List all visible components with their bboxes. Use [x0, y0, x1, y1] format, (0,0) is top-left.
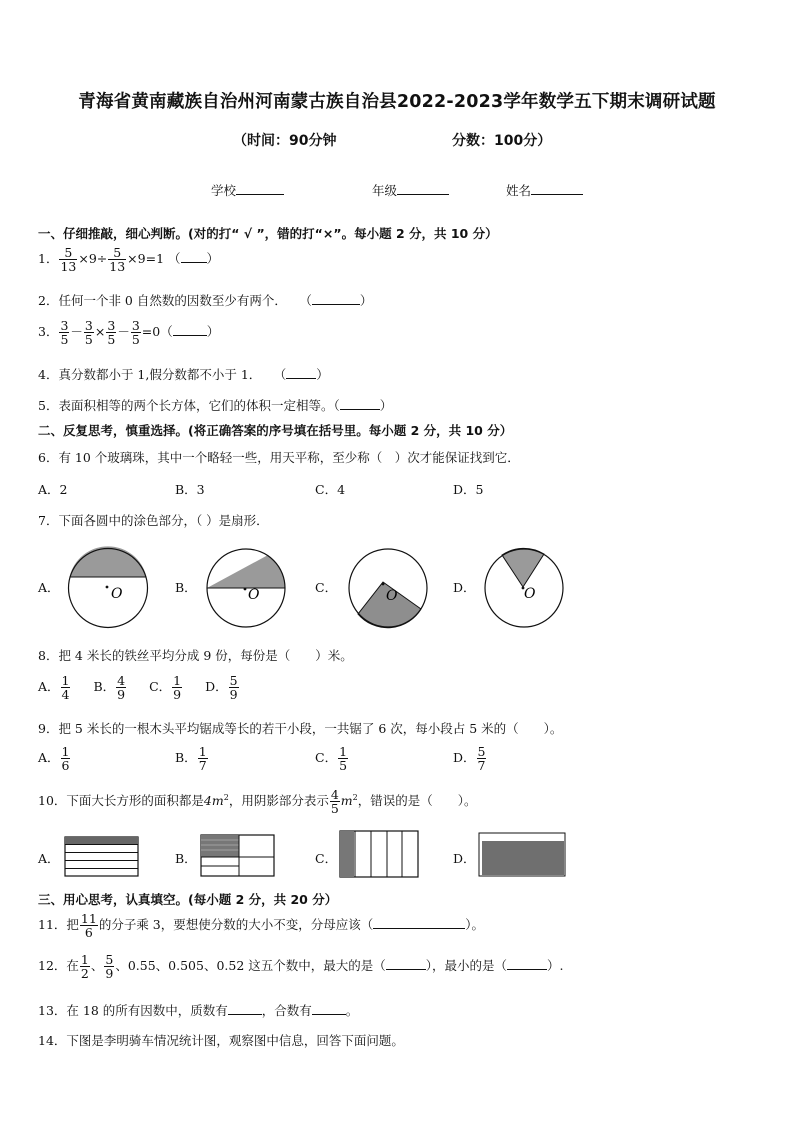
answer-blank-4[interactable] — [286, 367, 316, 379]
q9-option-a[interactable]: A． $\frac{1}{6}$ — [38, 744, 70, 774]
q8-options — [38, 674, 240, 701]
question-12: 12．在 $\frac{1}{2}$ 、 $\frac{5}{9}$ 、0.55、0.505、0.52 这五个数中，最大的是（ ），最小的是（ ）. — [38, 952, 564, 982]
q6-option-d[interactable]: D．5 — [453, 482, 484, 497]
question-6: 6．有 10 个玻璃珠，其中一个略轻一些，用天平称，至少称（ ）次才能保证找到它． — [38, 450, 520, 465]
center-label-a: O — [111, 586, 123, 602]
question-13: 13．在 18 的所有因数中，质数有 ，合数有 。 — [38, 1003, 359, 1018]
page-title: 青海省黄南藏族自治州河南蒙古族自治县2022-2023学年数学五下期末调研试题 — [78, 92, 716, 112]
question-4: 4．真分数都小于 1,假分数都不小于 1． （ ） — [38, 367, 329, 382]
q9-option-b[interactable]: B． $\frac{1}{7}$ — [175, 744, 207, 774]
q6-option-b[interactable]: B．3 — [175, 482, 205, 497]
answer-blank-12b[interactable] — [507, 958, 547, 970]
answer-blank-1[interactable] — [181, 251, 207, 263]
question-11: 11．把 $\frac{11}{6}$ 的分子乘 3，要想使分数的大小不变，分母应该（ ）。 — [38, 911, 485, 941]
question-1: 1． $\frac{5}{13}$ ×9÷ $\frac{5}{13}$ ×9=1 （ ） — [38, 245, 220, 275]
answer-blank-12a[interactable] — [386, 958, 426, 970]
q10-option-c[interactable]: C． — [315, 851, 338, 866]
name-blank[interactable] — [531, 183, 583, 195]
exam-score: 分数：100分） — [452, 133, 552, 149]
answer-blank-3[interactable] — [173, 324, 207, 336]
q7-option-a[interactable]: A． — [38, 580, 60, 595]
q10-option-d[interactable]: D． — [453, 851, 476, 866]
answer-blank-2[interactable] — [312, 293, 360, 305]
q8-option-a[interactable]: A． $\frac{1}{4}$ — [38, 673, 70, 703]
rect-figure-d — [478, 832, 568, 878]
question-3: 3． $\frac{3}{5}$ － $\frac{3}{5}$ × $\frac{3}{5}$ － $\frac{3}{5}$ =0（ ） — [38, 318, 220, 348]
section-2-heading: 二、反复思考，慎重选择。(将正确答案的序号填在括号里。每小题 2 分，共 10 分） — [38, 423, 513, 438]
school-field[interactable]: 学校 — [211, 181, 284, 199]
answer-blank-5[interactable] — [340, 398, 380, 410]
q6-option-a[interactable]: A．2 — [38, 482, 68, 497]
name-field[interactable]: 姓名 — [506, 181, 583, 199]
rect-figure-a — [64, 836, 140, 878]
q7-option-b[interactable]: B． — [175, 580, 197, 595]
rect-figure-c — [339, 829, 423, 881]
center-label-c: O — [386, 588, 398, 604]
q8-option-b[interactable]: B． $\frac{4}{9}$ — [93, 673, 126, 703]
school-blank[interactable] — [236, 183, 284, 195]
q6-option-c[interactable]: C．4 — [315, 482, 346, 497]
question-9: 9．把 5 米长的一根木头平均锯成等长的若干小段，一共锯了 6 次，每小段占 5 米的（ ）。 — [38, 721, 563, 736]
q8-option-d[interactable]: D． $\frac{5}{9}$ — [205, 673, 238, 703]
q10-option-b[interactable]: B． — [175, 851, 197, 866]
grade-field[interactable]: 年级 — [372, 181, 449, 199]
center-label-b: O — [248, 587, 260, 603]
circle-figure-a — [66, 546, 150, 630]
answer-blank-13a[interactable] — [228, 1003, 262, 1015]
circle-figure-d — [482, 546, 566, 630]
question-8: 8．把 4 米长的铁丝平均分成 9 份，每份是（ ）米。 — [38, 648, 353, 663]
circle-figure-b — [204, 546, 288, 630]
question-5: 5．表面积相等的两个长方体，它们的体积一定相等。（ ） — [38, 398, 393, 413]
q9-option-d[interactable]: D． $\frac{5}{7}$ — [453, 744, 486, 774]
question-7: 7．下面各圆中的涂色部分，（ ）是扇形． — [38, 513, 269, 528]
center-label-d: O — [524, 586, 536, 602]
q7-option-c[interactable]: C． — [315, 580, 338, 595]
rect-figure-b — [200, 834, 276, 878]
q8-option-c[interactable]: C． $\frac{1}{9}$ — [149, 673, 182, 703]
answer-blank-13b[interactable] — [312, 1003, 346, 1015]
q7-option-d[interactable]: D． — [453, 580, 476, 595]
circle-figure-c — [346, 546, 430, 630]
q10-option-a[interactable]: A． — [38, 851, 60, 866]
question-14: 14．下图是李明骑车情况统计图，观察图中信息，回答下面问题。 — [38, 1033, 404, 1048]
question-10: 10．下面大长方形的面积都是$4m^2$，用阴影部分表示 $\frac{4}{5}$ $m^2$，错误的是（ ）。 — [38, 787, 477, 817]
section-3-heading: 三、用心思考，认真填空。(每小题 2 分，共 20 分） — [38, 892, 338, 907]
grade-blank[interactable] — [397, 183, 449, 195]
q9-option-c[interactable]: C． $\frac{1}{5}$ — [315, 744, 348, 774]
section-1-heading: 一、仔细推敲，细心判断。(对的打“ √ ”，错的打“×”。每小题 2 分，共 10 分） — [38, 226, 498, 241]
exam-time: （时间：90分钟 — [233, 133, 337, 149]
answer-blank-11[interactable] — [373, 917, 465, 929]
question-2: 2．任何一个非 0 自然数的因数至少有两个． （ ） — [38, 293, 373, 308]
